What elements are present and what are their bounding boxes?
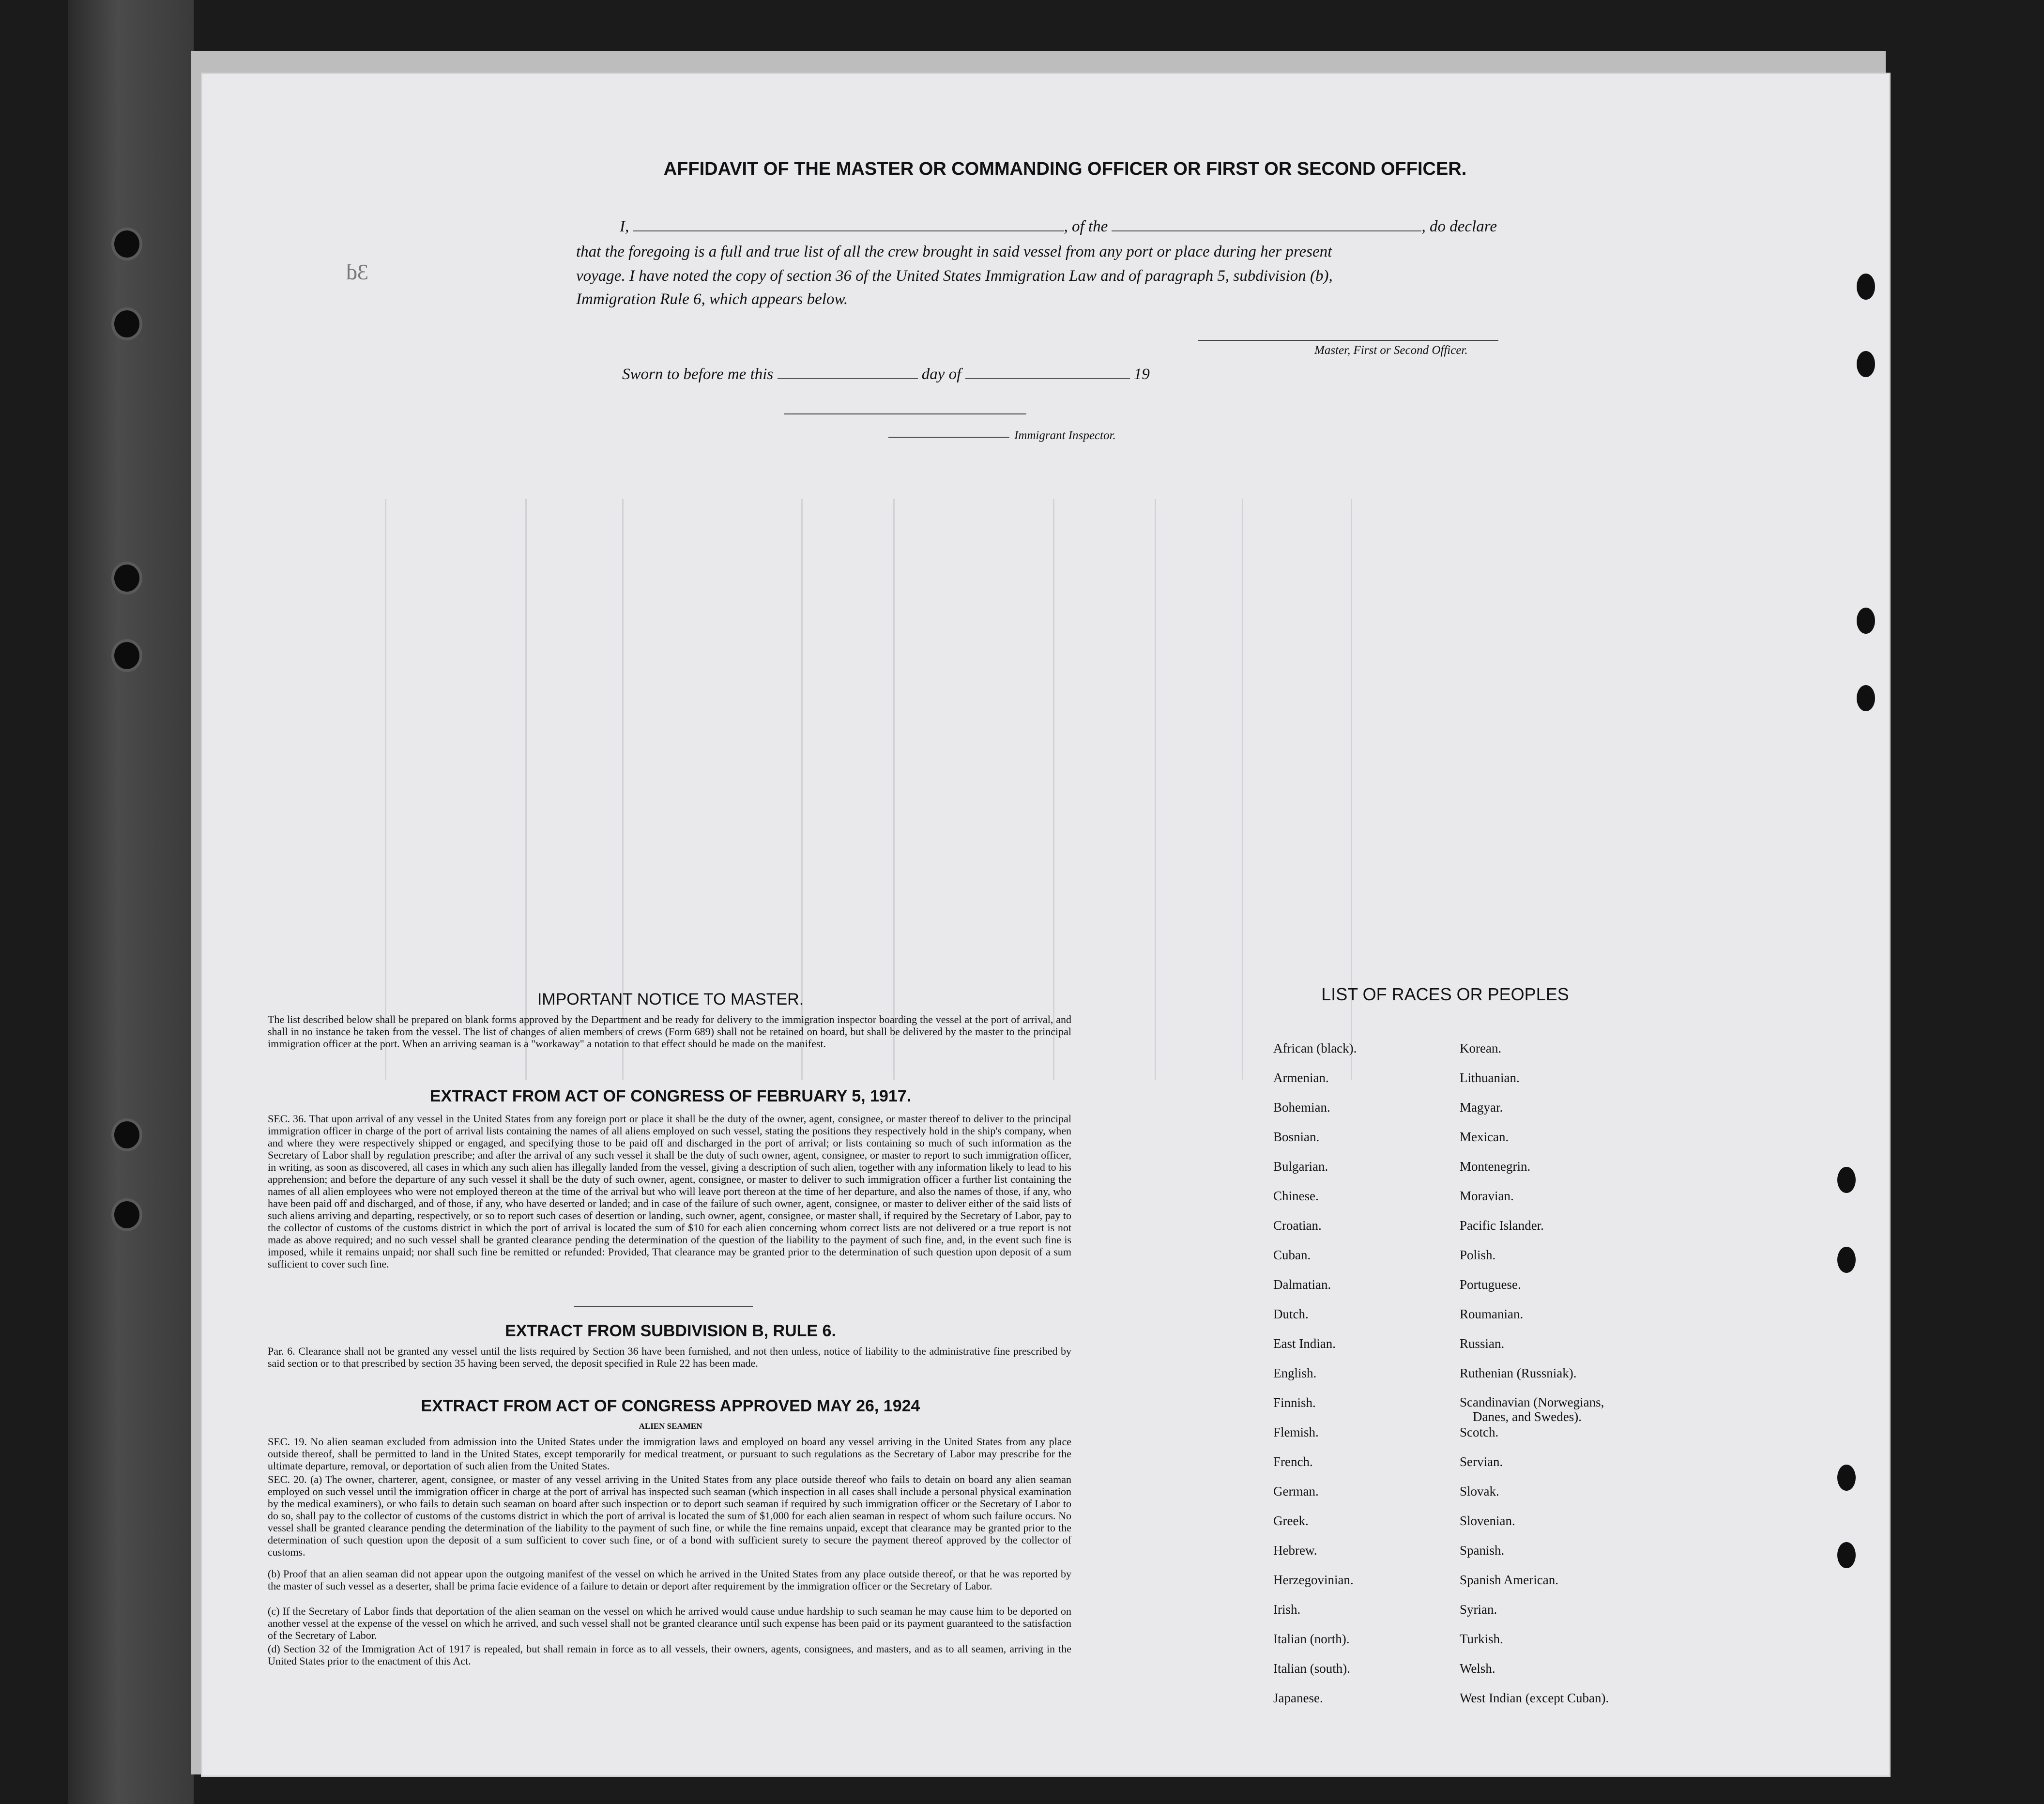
race-item: Mexican.: [1460, 1130, 1509, 1144]
race-item: Portuguese.: [1460, 1277, 1521, 1292]
race-item: Herzegovinian.: [1273, 1573, 1354, 1587]
race-item: Chinese.: [1273, 1189, 1319, 1203]
race-item: West Indian (except Cuban).: [1460, 1691, 1609, 1705]
punch-hole: [1837, 1465, 1856, 1491]
race-item: Russian.: [1460, 1336, 1505, 1351]
race-item: Greek.: [1273, 1514, 1309, 1528]
binder-edge: [68, 0, 194, 1804]
race-item: Welsh.: [1460, 1661, 1495, 1676]
year-prefix: 19: [1133, 366, 1150, 383]
day-blank: [778, 378, 918, 379]
extract-1924-sec20a: SEC. 20. (a) The owner, charterer, agent, consignee, or master of any vessel arriving in the United States from any place outside thereof who fails to detain on board any alien seaman employed on such vessel until the immigration officer in charge at the port of arrival has inspected such seaman (which inspection in all cases shall include a personal physical examination by the medical examiners), or who fails to detain such seaman on board after such inspection or to deport such seaman if required by such immigration officer or the Secretary of Labor to do so, shall pay to the collector of customs of the customs district in which the port of arrival is located the sum of $1,000 for each alien seaman in respect of whom such failure occurs. No vessel shall be granted clearance pending the determination of the liability to the payment of such fine, or while the fine remains unpaid, except that clearance may be granted prior to the determination of such question upon the deposit of a sum sufficient to cover such fine, or of a bond with sufficient surety to secure the payment thereof approved by the collector of customs.: [268, 1473, 1071, 1558]
race-item: Scotch.: [1460, 1425, 1499, 1439]
column-rule: [1155, 499, 1156, 1080]
affidavit-line-1: [620, 218, 1497, 236]
extract-rule6-text: Par. 6. Clearance shall not be granted any vessel until the lists required by Section 36 have been furnished, and not then unless, notice of liability to the administrative fine prescribed by said section or to that prescribed by section 35 having been served, the deposit specified in Rule 22 has been made.: [268, 1345, 1071, 1369]
race-item: English.: [1273, 1366, 1317, 1380]
sworn-line: [622, 366, 1150, 383]
extract-1924-sec20c: (c) If the Secretary of Labor finds that deportation of the alien seaman on the vessel on which he arrived would cause undue hardship to such seaman he may cause him to be deported on another vessel at the expense of the vessel on which he arrived, and such vessel shall not be granted clearance until such expense has been paid or its payment guaranteed to the satisfaction of the Secretary of Labor.: [268, 1605, 1071, 1641]
alien-seamen-subtitle: ALIEN SEAMEN: [639, 1422, 702, 1431]
punch-hole: [1837, 1167, 1856, 1193]
race-item: Bosnian.: [1273, 1130, 1320, 1144]
race-item: Servian.: [1460, 1454, 1503, 1469]
extract-1924-title: EXTRACT FROM ACT OF CONGRESS APPROVED MAY 26, 1924: [421, 1397, 920, 1415]
punch-hole: [1857, 685, 1875, 711]
race-item: Syrian.: [1460, 1602, 1497, 1617]
signature-label: Master, First or Second Officer.: [1314, 344, 1468, 357]
affidavit-line-4: Immigration Rule 6, which appears below.: [576, 290, 848, 308]
punch-hole: [1857, 608, 1875, 634]
race-item: Dutch.: [1273, 1307, 1309, 1321]
inspector-label: Immigrant Inspector.: [1014, 429, 1116, 442]
race-item: Turkish.: [1460, 1632, 1503, 1646]
punch-hole: [1837, 1247, 1856, 1273]
binder-hole: [111, 1198, 142, 1231]
binder-hole: [111, 639, 142, 672]
race-item: German.: [1273, 1484, 1319, 1498]
race-item: Flemish.: [1273, 1425, 1319, 1439]
affidavit-line-3: voyage. I have noted the copy of section 36 of the United States Immigration Law and of paragraph 5, subdivision (b),: [576, 267, 1333, 285]
day-of-text: day of: [921, 366, 961, 383]
race-item: African (black).: [1273, 1041, 1357, 1055]
binder-hole: [111, 1118, 142, 1151]
race-item: Irish.: [1273, 1602, 1301, 1617]
race-item: Hebrew.: [1273, 1543, 1317, 1558]
binder-hole: [111, 307, 142, 340]
vessel-blank: [1112, 230, 1421, 231]
punch-hole: [1857, 351, 1875, 377]
month-blank: [965, 378, 1130, 379]
race-item: Cuban.: [1273, 1248, 1311, 1262]
race-item: Pacific Islander.: [1460, 1218, 1544, 1233]
race-item: French.: [1273, 1454, 1313, 1469]
inspector-line: [888, 437, 1009, 438]
affidavit-of-the: , of the: [1064, 218, 1108, 235]
race-item: Spanish.: [1460, 1543, 1505, 1558]
binder-hole: [111, 562, 142, 595]
affidavit-title: AFFIDAVIT OF THE MASTER OR COMMANDING OFFICER OR FIRST OR SECOND OFFICER.: [663, 159, 1467, 179]
race-item: Armenian.: [1273, 1070, 1329, 1085]
race-item: Polish.: [1460, 1248, 1496, 1262]
page-mark: 3d: [346, 260, 368, 284]
race-item: Japanese.: [1273, 1691, 1323, 1705]
extract-1924-sec20d: (d) Section 32 of the Immigration Act of 1917 is repealed, but shall remain in force as to all vessels, their owners, agents, consignees, and masters, and as to all seamen, arriving in the United States prior to the enactment of this Act.: [268, 1643, 1071, 1667]
race-item: Ruthenian (Russniak).: [1460, 1366, 1577, 1380]
notice-title: IMPORTANT NOTICE TO MASTER.: [537, 990, 804, 1009]
form-page: [201, 73, 1891, 1777]
races-title: LIST OF RACES OR PEOPLES: [1321, 984, 1569, 1004]
extract-1924-sec20b: (b) Proof that an alien seaman did not appear upon the outgoing manifest of the vessel on which he arrived in the United States from any place outside thereof, or that he was reported by the master of such vessel as a deserter, shall be prima facie evidence of a failure to detain or deport after requirement by the immigration officer or the Secretary of Labor.: [268, 1568, 1071, 1592]
extract-rule6-title: EXTRACT FROM SUBDIVISION B, RULE 6.: [505, 1322, 836, 1340]
race-item: Lithuanian.: [1460, 1070, 1520, 1085]
notice-text: The list described below shall be prepared on blank forms approved by the Department and be ready for delivery to the immigration inspector boarding the vessel at the port of arrival, and shall in no instance be taken from the vessel. The list of changes of alien members of crews (Form 689) shall not be retained on board, but shall be delivered by the master to the principal immigration officer at the port. When an arriving seaman is a "workaway" a notation to that effect should be made on the manifest.: [268, 1013, 1071, 1050]
section-divider: [574, 1306, 753, 1307]
inspector-line-top: [784, 413, 1026, 414]
race-item: Moravian.: [1460, 1189, 1514, 1203]
race-item: Italian (north).: [1273, 1632, 1350, 1646]
races-right-column: [1460, 1034, 1609, 1713]
race-item: Scandinavian (Norwegians, Danes, and Swedes).: [1460, 1395, 1604, 1424]
race-item: Italian (south).: [1273, 1661, 1350, 1676]
race-item: Korean.: [1460, 1041, 1502, 1055]
extract-1924-sec19: SEC. 19. No alien seaman excluded from admission into the United States under the immigration laws and employed on board any vessel arriving in the United States from any place outside thereof, shall be permitted to land in the United States, except temporarily for medical treatment, or pursuant to such regulations as the Secretary of Labor may prescribe for the ultimate departure, removal, or deportation of such alien from the United States.: [268, 1436, 1071, 1472]
race-item: Croatian.: [1273, 1218, 1322, 1233]
race-item: Slovenian.: [1460, 1514, 1515, 1528]
affidavit-line-2: that the foregoing is a full and true list of all the crew brought in said vessel from any port or place during her present: [576, 243, 1332, 260]
affidavit-declare: , do declare: [1421, 218, 1497, 235]
sworn-text: Sworn to before me this: [622, 366, 774, 383]
race-item: Finnish.: [1273, 1395, 1316, 1410]
name-blank: [633, 230, 1064, 231]
race-item: Roumanian.: [1460, 1307, 1524, 1321]
extract-1917-title: EXTRACT FROM ACT OF CONGRESS OF FEBRUARY 5, 1917.: [429, 1087, 912, 1105]
signature-line: [1198, 340, 1498, 341]
race-item: Dalmatian.: [1273, 1277, 1331, 1292]
races-left-column: [1273, 1034, 1357, 1713]
race-item: Spanish American.: [1460, 1573, 1558, 1587]
extract-1917-text: SEC. 36. That upon arrival of any vessel in the United States from any foreign port or place it shall be the duty of the owner, agent, consignee, or master thereof to deliver to the principal immigration officer in charge of the port of arrival lists containing the names of all aliens employed on such vessel, stating the positions they respectively hold in the ship's company, when and where they were respectively shipped or engaged, and specifying those to be paid off and discharged in the port of arrival; or lists containing so much of such information as the Secretary of Labor shall by regulation prescribe; and after the arrival of any such vessel it shall be the duty of such owner, agent, consignee, or master to report to such immigration officer, in writing, as soon as discovered, all cases in which any such alien has illegally landed from the vessel, giving a description of such alien, together with any information likely to lead to his apprehension; and before the departure of any such vessel it shall be the duty of such owner, agent, consignee, or master to deliver to such immigration officer a further list containing the names of all alien employees who were not employed thereon at the time of the arrival but who will leave port thereon at the time of her departure, and also the names of those, if any, who have been paid off and discharged, and of those, if any, who have deserted or landed; and in case of the failure of such owner, agent, consignee, or master to deliver either of the said lists of such aliens arriving and departing, respectively, or so to report such cases of desertion or landing, such owner, agent, consignee, or master shall, if required by the Secretary of Labor, pay to the collector of customs of the customs district in which the port of arrival is located the sum of $10 for each alien concerning whom correct lists are not delivered or a true report is not made as above required; and no such vessel shall be granted clearance pending the determination of the question of the liability to the payment of such fine, and, in the event such fine is imposed, while it remains unpaid; nor shall such fine be remitted or refunded: Provided, That clearance may be granted prior to the determination of such question upon deposit of a sum sufficient to cover such fine.: [268, 1113, 1071, 1270]
race-item: Magyar.: [1460, 1100, 1503, 1115]
race-item: East Indian.: [1273, 1336, 1336, 1351]
affidavit-i: I,: [620, 218, 629, 235]
punch-hole: [1857, 274, 1875, 300]
binder-hole: [111, 228, 142, 260]
race-item: Montenegrin.: [1460, 1159, 1531, 1174]
race-item: Bulgarian.: [1273, 1159, 1328, 1174]
punch-hole: [1837, 1542, 1856, 1568]
column-rule: [1242, 499, 1243, 1080]
race-item: Slovak.: [1460, 1484, 1499, 1498]
race-item: Bohemian.: [1273, 1100, 1330, 1115]
